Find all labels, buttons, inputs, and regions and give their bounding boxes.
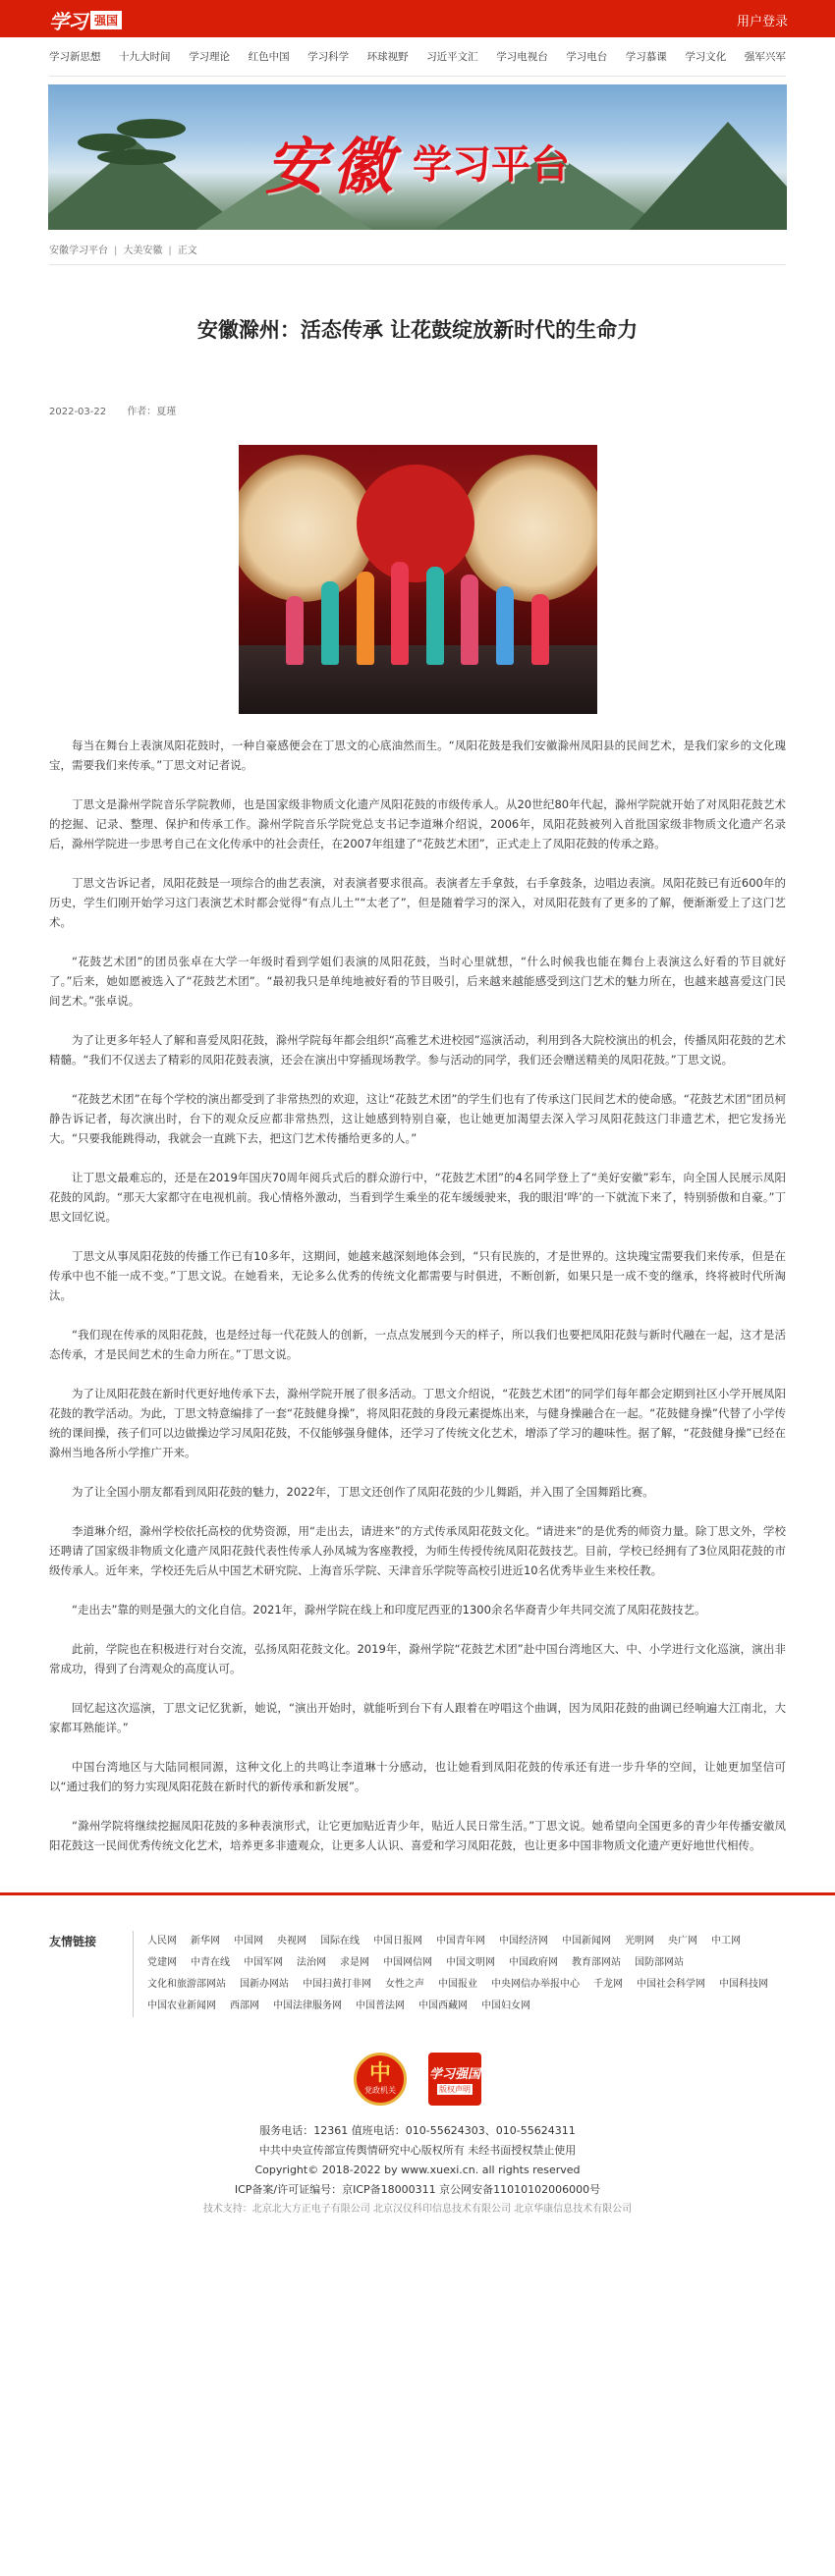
article-paragraph: 每当在舞台上表演凤阳花鼓时，一种自豪感便会在丁思文的心底油然而生。“凤阳花鼓是我们安徽滁州凤阳县的民间艺术，是我们家乡的文化瑰宝，需要我们来传承。”丁思文对记者说。 [49,739,786,772]
logo-badge: 强国 [90,11,122,29]
breadcrumb-current: 正文 [177,246,197,256]
nav-item[interactable]: 学习文化 [685,51,727,63]
service-phone: 服务电话：12361 值班电话：010-55624303、010-55624311 [259,2124,576,2137]
article [49,314,786,714]
footer-info [0,2121,835,2220]
friend-link[interactable]: 中国经济网 [499,1936,548,1946]
breadcrumb-separator: | [114,246,118,256]
badge-caption: 版权声明 [439,2085,471,2094]
article-paragraph: “走出去”靠的则是强大的文化自信。2021年，滁州学院在线上和印度尼西亚的1300余名华裔青少年共同交流了凤阳花鼓技艺。 [72,1603,706,1617]
friend-link[interactable]: 国新办网站 [240,1979,289,1990]
friend-link[interactable]: 中国军网 [244,1957,283,1968]
breadcrumb-item[interactable]: 安徽学习平台 [49,246,108,256]
article-meta [49,403,786,417]
friend-link[interactable]: 央视网 [277,1936,306,1946]
article-paragraph: “我们现在传承的凤阳花鼓，也是经过每一代花鼓人的创新，一点点发展到今天的样子，所以我们也要把凤阳花鼓与新时代融在一起，这才是活态传承，才是民间艺术的生命力所在。”丁思文说。 [49,1328,786,1361]
org-copyright: 中共中央宣传部宣传舆情研究中心版权所有 未经书面授权禁止使用 [258,2144,577,2157]
article-paragraph: 为了让凤阳花鼓在新时代更好地传承下去，滁州学院开展了很多活动。丁思文介绍说，“花鼓艺术团”的同学们每年都会定期到社区小学开展凤阳花鼓的教学活动。为此，丁思文特意编排了一套“花鼓健身操”，将凤阳花鼓的身段元素提炼出来，与健身操融合在一起。“花鼓健身操”代替了小学传统的课间操，孩子们可以边做操边学习凤阳花鼓，不仅能够强身健体，还学习了传统文化艺术，增添了学习的趣味性。据了解，“花鼓健身操”已经在滁州当地各所小学推广开来。 [49,1387,786,1459]
friend-link[interactable]: 中国青年网 [436,1936,485,1946]
party-organ-badge[interactable] [354,2053,407,2106]
article-paragraph: 丁思文从事凤阳花鼓的传播工作已有10多年，这期间，她越来越深刻地体会到，“只有民族的，才是世界的。这块瑰宝需要我们来传承，但是在传承中也不能一成不变。”丁思文说。在她看来，无论多么优秀的传统文化都需要与时俱进，不断创新，如果只是一成不变的继承，终将被时代所淘汰。 [49,1249,786,1302]
footer [0,1892,835,2231]
nav-item[interactable]: 强军兴军 [744,51,786,63]
friend-link[interactable]: 中国普法网 [356,2001,405,2011]
banner-title [48,118,787,205]
friend-link[interactable]: 千龙网 [593,1979,623,1990]
article-paragraph: 为了让全国小朋友都看到凤阳花鼓的魅力，2022年，丁思文还创作了凤阳花鼓的少儿舞蹈，并入围了全国舞蹈比赛。 [72,1485,654,1499]
friend-link[interactable]: 人民网 [147,1936,177,1946]
friend-link[interactable]: 中国网 [234,1936,263,1946]
dancers-group [278,557,558,665]
breadcrumb [49,242,786,265]
top-bar [0,0,835,37]
badge-glyph: 中 [368,2060,391,2086]
nav-item[interactable]: 十九大时间 [119,51,171,63]
friend-link[interactable]: 光明网 [625,1936,654,1946]
article-paragraph: 此前，学院也在积极进行对台交流，弘扬凤阳花鼓文化。2019年，滁州学院“花鼓艺术团”赴中国台湾地区大、中、小学进行文化巡演，演出非常成功，得到了台湾观众的高度认可。 [49,1642,786,1675]
banner-title-big: 安徽 [264,131,399,202]
article-body [49,736,786,1855]
friend-link[interactable]: 法治网 [297,1957,326,1968]
nav-item[interactable]: 学习慕课 [625,51,667,63]
friend-link[interactable]: 国防部网站 [635,1957,684,1968]
main-nav [49,37,786,77]
friend-link[interactable]: 中国妇女网 [481,2001,530,2011]
friend-link[interactable]: 新华网 [191,1936,220,1946]
friend-link[interactable]: 中国日报网 [373,1936,422,1946]
nav-item[interactable]: 学习科学 [307,51,350,63]
logo-text: 学习 [49,10,86,33]
friend-link[interactable]: 党建网 [147,1957,177,1968]
nav-item[interactable]: 学习电台 [566,51,608,63]
friend-link[interactable]: 中国社会科学网 [637,1979,705,1990]
friend-link[interactable]: 中工网 [711,1936,741,1946]
friend-link[interactable]: 中国报业 [438,1979,477,1990]
nav-item[interactable]: 习近平文汇 [426,51,478,63]
friend-link[interactable]: 求是网 [340,1957,369,1968]
friend-link[interactable]: 中国网信网 [383,1957,432,1968]
article-author: 作者：夏瑾 [127,407,177,417]
article-photo [239,445,597,714]
friend-link[interactable]: 中国法律服务网 [273,2001,342,2011]
article-paragraph: 李道琳介绍，滁州学校依托高校的优势资源，用“走出去，请进来”的方式传承凤阳花鼓文化。“请进来”的是优秀的师资力量。除丁思文外，学校还聘请了国家级非物质文化遗产凤阳花鼓代表性传承人孙凤城为客座教授，为师生传授传统凤阳花鼓技艺。目前，学校已经拥有了3位凤阳花鼓的市级传承人。近年来，学校还先后从中国艺术研究院、上海音乐学院、天津音乐学院等高校引进近10名优秀毕业生来校任教。 [49,1524,786,1577]
friend-links [49,1931,786,2017]
icp-license: ICP备案/许可证编号：京ICP备18000311 京公网安备11010102006000号 [234,2183,601,2196]
footer-badges [0,2053,835,2106]
badge-glyph: 学习强国 [428,2067,480,2082]
friend-link[interactable]: 中国政府网 [509,1957,558,1968]
nav-item[interactable]: 学习电视台 [496,51,548,63]
article-paragraph: 丁思文告诉记者，凤阳花鼓是一项综合的曲艺表演，对表演者要求很高。表演者左手拿鼓，右手拿鼓条，边唱边表演。凤阳花鼓已有近600年的历史，学生们刚开始学习这门表演艺术时都会觉得“有点儿土”“太老了”，但是随着学习的深入，对凤阳花鼓有了更多的了解，便渐渐爱上了这门艺术。 [49,876,786,929]
nav-item[interactable]: 红色中国 [248,51,290,63]
banner [48,84,787,230]
friend-link[interactable]: 中央网信办举报中心 [491,1979,580,1990]
friend-link[interactable]: 教育部网站 [572,1957,621,1968]
friend-link[interactable]: 中国西藏网 [418,2001,468,2011]
friend-link[interactable]: 女性之声 [385,1979,424,1990]
login-link[interactable]: 用户登录 [736,15,788,29]
article-paragraph: “滁州学院将继续挖掘凤阳花鼓的多种表演形式，让它更加贴近青少年，贴近人民日常生活。”丁思文说。她希望向全国更多的青少年传播安徽凤阳花鼓这一民间优秀传统文化艺术，培养更多非遗观众，让更多人认识、喜爱和学习凤阳花鼓，也让更多中国非物质文化遗产更好地世代相传。 [49,1819,786,1852]
nav-item[interactable]: 学习新思想 [49,51,101,63]
article-paragraph: 让丁思文最难忘的，还是在2019年国庆70周年阅兵式后的群众游行中，“花鼓艺术团”的4名同学登上了“美好安徽”彩车，向全国人民展示凤阳花鼓的风韵。“那天大家都守在电视机前。我心情格外激动，当看到学生乘坐的花车缓缓驶来，我的眼泪‘哗’的一下就流下来了，特别骄傲和自豪。”丁思文回忆说。 [49,1171,786,1224]
friend-link[interactable]: 国际在线 [320,1936,360,1946]
article-paragraph: 为了让更多年轻人了解和喜爱凤阳花鼓，滁州学院每年都会组织“高雅艺术进校园”巡演活动，利用到各大院校演出的机会，传播凤阳花鼓的艺术精髓。“我们不仅送去了精彩的凤阳花鼓表演，还会在演出中穿插现场教学。参与活动的同学，我们还会赠送精美的凤阳花鼓。”丁思文说。 [49,1033,786,1067]
article-paragraph: 丁思文是滁州学院音乐学院教师，也是国家级非物质文化遗产凤阳花鼓的市级传承人。从20世纪80年代起，滁州学院就开始了对凤阳花鼓艺术的挖掘、记录、整理、保护和传承工作。滁州学院音乐学院党总支书记李道琳介绍说，2006年，凤阳花鼓被列入首批国家级非物质文化遗产名录后，滁州学院进一步思考自己在文化传承中的社会责任，在2007年组建了“花鼓艺术团”，正式走上了凤阳花鼓的传承之路。 [49,797,786,850]
copyright: Copyright© 2018-2022 by www.xuexi.cn. all rights reserved [254,2164,581,2176]
article-date: 2022-03-22 [49,407,107,417]
friend-link[interactable]: 中国新闻网 [562,1936,611,1946]
friend-links-list [133,1931,786,2017]
friend-link[interactable]: 文化和旅游部网站 [147,1979,226,1990]
friend-link[interactable]: 中国文明网 [446,1957,495,1968]
nav-item[interactable]: 环球视野 [366,51,409,63]
badge-caption: 党政机关 [364,2085,396,2095]
article-paragraph: 中国台湾地区与大陆同根同源，这种文化上的共鸣让李道琳十分感动，也让她看到凤阳花鼓的传承还有进一步升华的空间，让她更加坚信可以“通过我们的努力实现凤阳花鼓在新时代的新传承和新发展”。 [49,1760,786,1793]
copyright-badge[interactable] [428,2053,481,2106]
article-paragraph: “花鼓艺术团”的团员张卓在大学一年级时看到学姐们表演的凤阳花鼓，当时心里就想，“什么时候我也能在舞台上表演这么好看的节目就好了。”后来，她如愿被选入了“花鼓艺术团”。“最初我只是单纯地被好看的节目吸引，后来越来越能感受到这门艺术的魅力所在，也越来越喜爱这门民间艺术。”张卓说。 [49,955,786,1008]
site-logo[interactable] [49,6,122,34]
friend-link[interactable]: 中国科技网 [719,1979,768,1990]
friend-links-label: 友情链接 [49,1935,97,1948]
article-title: 安徽滁州：活态传承 让花鼓绽放新时代的生命力 [196,318,639,342]
breadcrumb-item[interactable]: 大美安徽 [123,246,163,256]
nav-item[interactable]: 学习理论 [189,51,231,63]
friend-link[interactable]: 中青在线 [191,1957,230,1968]
article-paragraph: 回忆起这次巡演，丁思文记忆犹新，她说，“演出开始时，就能听到台下有人跟着在哼唱这个曲调，因为凤阳花鼓的曲调已经响遍大江南北，大家都耳熟能详。” [49,1701,786,1734]
friend-link[interactable]: 中国农业新闻网 [147,2001,216,2011]
breadcrumb-separator: | [168,246,172,256]
tech-support: 技术支持：北京北大方正电子有限公司 北京汉仪科印信息技术有限公司 北京华康信息技术有限公司 [202,2204,633,2215]
friend-link[interactable]: 中国扫黄打非网 [303,1979,371,1990]
friend-link[interactable]: 西部网 [230,2001,259,2011]
article-paragraph: “花鼓艺术团”在每个学校的演出都受到了非常热烈的欢迎，这让“花鼓艺术团”的学生们也有了传承这门民间艺术的使命感。“花鼓艺术团”团员柯静告诉记者，每次演出时，台下的观众反应都非常热烈，这让她感到特别自豪，也让她更加渴望去深入学习凤阳花鼓这门非遗艺术，把它发扬光大。“只要我能跳得动，我就会一直跳下去，把这门艺术传播给更多的人。” [49,1092,786,1145]
banner-title-sub: 学习平台 [413,142,570,188]
friend-link[interactable]: 央广网 [668,1936,697,1946]
